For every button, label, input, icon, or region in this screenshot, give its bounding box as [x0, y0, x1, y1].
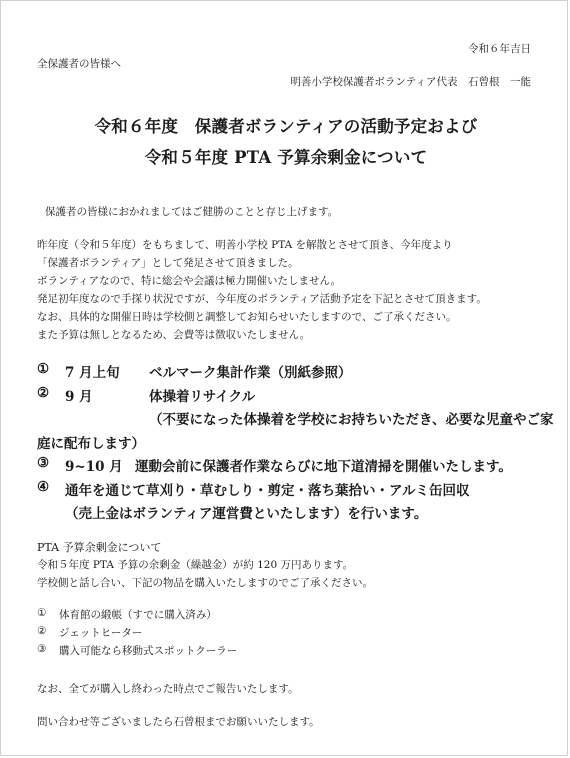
body-line: ボランティアなので、特に総会や会議は極力開催いたしません。 — [37, 275, 342, 287]
surplus-line: 令和５年度 PTA 予算の余剰金（繰越金）が約 120 万円あります。 — [37, 559, 354, 571]
activity-text: ベルマーク集計作業（別紙参照） — [149, 365, 352, 381]
issue-date: 令和６年吉日 — [468, 43, 531, 55]
activity-number: ④ — [37, 479, 50, 495]
activity-period: 7 月上旬 — [65, 365, 120, 381]
recipient-line: 全保護者の皆様へ — [37, 58, 121, 70]
activity-text: 運動会前に保護者作業ならびに地下道清掃を開催いたします。 — [135, 459, 512, 475]
activity-text: 体操着リサイクル — [149, 389, 256, 405]
body-line: また予算は無しとなるため、会費等は徴収いたしません。 — [37, 329, 311, 341]
activity-detail: 庭に配布します） — [37, 436, 145, 452]
purchase-number: ③ — [37, 643, 47, 655]
activity-period: 9~10 月 — [65, 459, 123, 475]
purchase-text: 体育館の緞帳（すでに購入済み） — [59, 609, 217, 621]
body-line: 昨年度（令和５年度）をもちまして、明善小学校 PTA を解散とさせて頂き、今年度より — [37, 239, 453, 251]
activity-number: ① — [37, 361, 50, 377]
purchase-number: ② — [37, 625, 47, 637]
body-line: 「保護者ボランティア」として発足させて頂きました。 — [37, 257, 299, 269]
activity-detail: （売上金はボランティア運営費といたします）を行います。 — [65, 506, 428, 522]
body-line: 発足初年度なので手探り状況ですが、今年度のボランティア活動予定を下記とさせて頂きます。 — [37, 293, 487, 305]
document-title-line-2: 令和５年度 PTA 予算余剰金について — [144, 148, 428, 167]
purchase-text: 購入可能なら移動式スポットクーラー — [59, 645, 238, 657]
activity-text: 通年を通じて草刈り・草むしり・剪定・落ち葉拾い・アルミ缶回収 — [65, 483, 470, 499]
purchase-text: ジェットヒーター — [59, 627, 143, 639]
closing-line: 問い合わせ等ございましたら石曾根までお願いいたします。 — [37, 716, 320, 728]
activity-number: ③ — [37, 455, 50, 471]
activity-detail: （不要になった体操着を学校にお持ちいただき、必要な児童やご家 — [149, 412, 554, 428]
sender-line: 明善小学校保護者ボランティア代表 石曾根 一能 — [290, 76, 531, 88]
greeting-paragraph: 保護者の皆様におかれましてはご健勝のことと存じ上げます。 — [45, 206, 339, 218]
body-line: なお、具体的な開催日時は学校側と調整してお知らせいたしますので、ご了承ください。 — [37, 311, 457, 323]
activity-period: 9 月 — [65, 389, 93, 405]
purchase-number: ① — [37, 607, 47, 619]
surplus-line: 学校側と話し合い、下記の物品を購入いたしますのでご了承ください。 — [37, 577, 373, 589]
document-title-line-1: 令和６年度 保護者ボランティアの活動予定および — [94, 117, 478, 136]
activity-number: ② — [37, 385, 50, 401]
closing-line: なお、全てが購入し終わった時点でご報告いたします。 — [37, 683, 299, 695]
surplus-heading: PTA 予算余剰金について — [37, 541, 162, 554]
